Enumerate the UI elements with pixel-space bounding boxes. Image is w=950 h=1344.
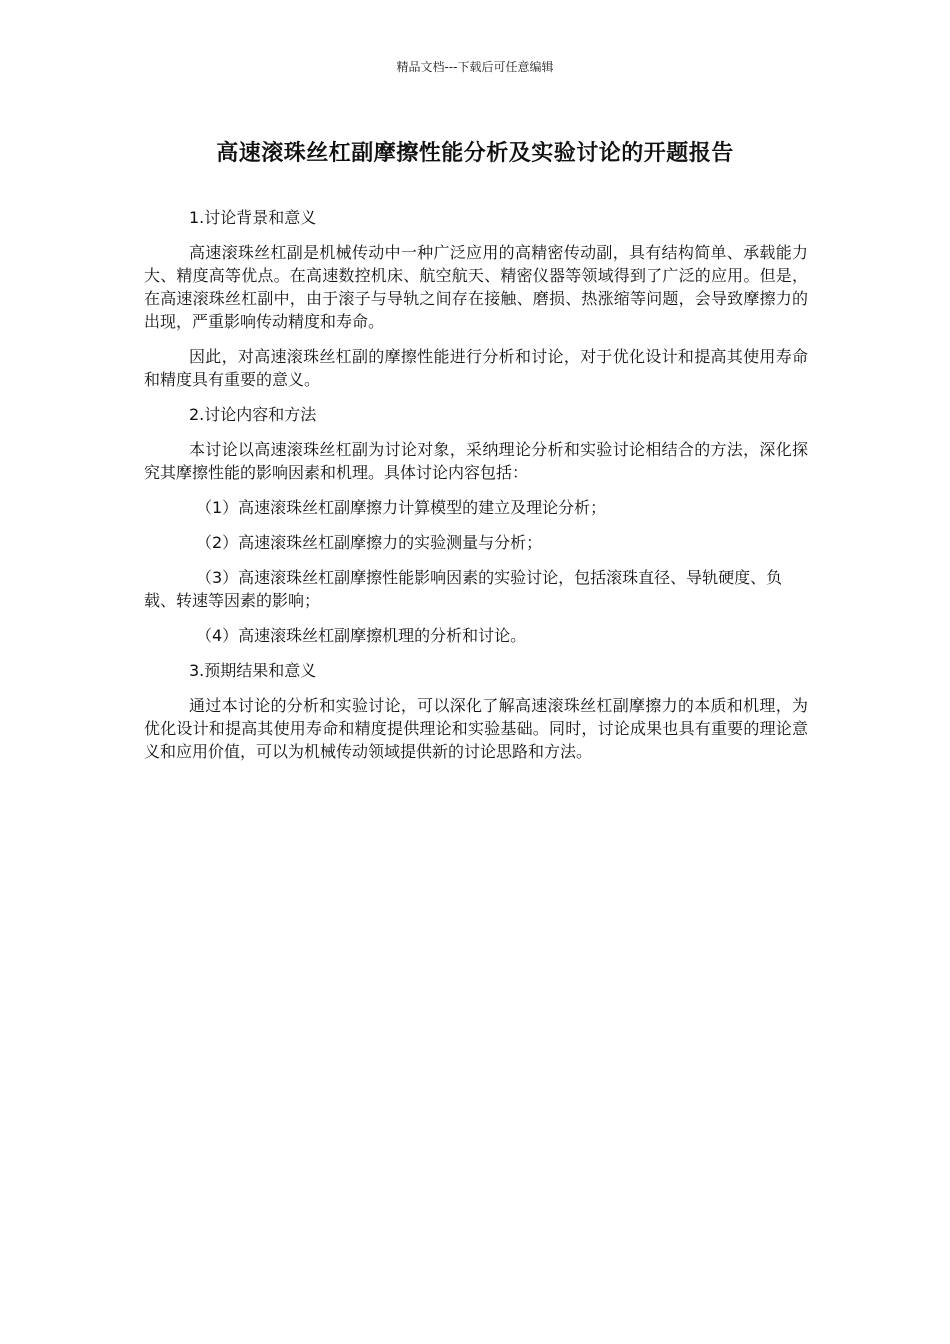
section-heading-content-methods: 2.讨论内容和方法 xyxy=(189,405,317,424)
section-heading-expected-results: 3.预期结果和意义 xyxy=(189,661,317,680)
paragraph-significance: 因此，对高速滚珠丝杠副的摩擦性能进行分析和讨论，对于优化设计和提高其使用寿命和精度具有重要的意义。 xyxy=(144,347,808,389)
document-body xyxy=(144,206,808,775)
paragraph-expected-results: 通过本讨论的分析和实验讨论，可以深化了解高速滚珠丝杠副摩擦力的本质和机理，为优化设计和提高其使用寿命和精度提供理论和实验基础。同时，讨论成果也具有重要的理论意义和应用价值，可以为机械传动领域提供新的讨论思路和方法。 xyxy=(144,696,808,761)
section-heading-background: 1.讨论背景和意义 xyxy=(189,208,317,227)
list-item: （3）高速滚珠丝杠副摩擦性能影响因素的实验讨论，包括滚珠直径、导轨硬度、负载、转速等因素的影响； xyxy=(144,568,783,610)
header-note: 精品文档---下载后可任意编辑 xyxy=(396,60,554,74)
list-item: （1）高速滚珠丝杠副摩擦力计算模型的建立及理论分析； xyxy=(196,498,607,517)
paragraph-background: 高速滚珠丝杠副是机械传动中一种广泛应用的高精密传动副，具有结构简单、承载能力大、精度高等优点。在高速数控机床、航空航天、精密仪器等领域得到了广泛的应用。但是，在高速滚珠丝杠副中，由于滚子与导轨之间存在接触、磨损、热涨缩等问题，会导致摩擦力的出现，严重影响传动精度和寿命。 xyxy=(144,243,808,331)
paragraph-methods: 本讨论以高速滚珠丝杠副为讨论对象，采纳理论分析和实验讨论相结合的方法，深化探究其摩擦性能的影响因素和机理。具体讨论内容包括： xyxy=(144,440,808,482)
list-item: （4）高速滚珠丝杠副摩擦机理的分析和讨论。 xyxy=(196,626,527,645)
document-title: 高速滚珠丝杠副摩擦性能分析及实验讨论的开题报告 xyxy=(216,141,734,166)
list-item: （2）高速滚珠丝杠副摩擦力的实验测量与分析； xyxy=(196,533,543,552)
